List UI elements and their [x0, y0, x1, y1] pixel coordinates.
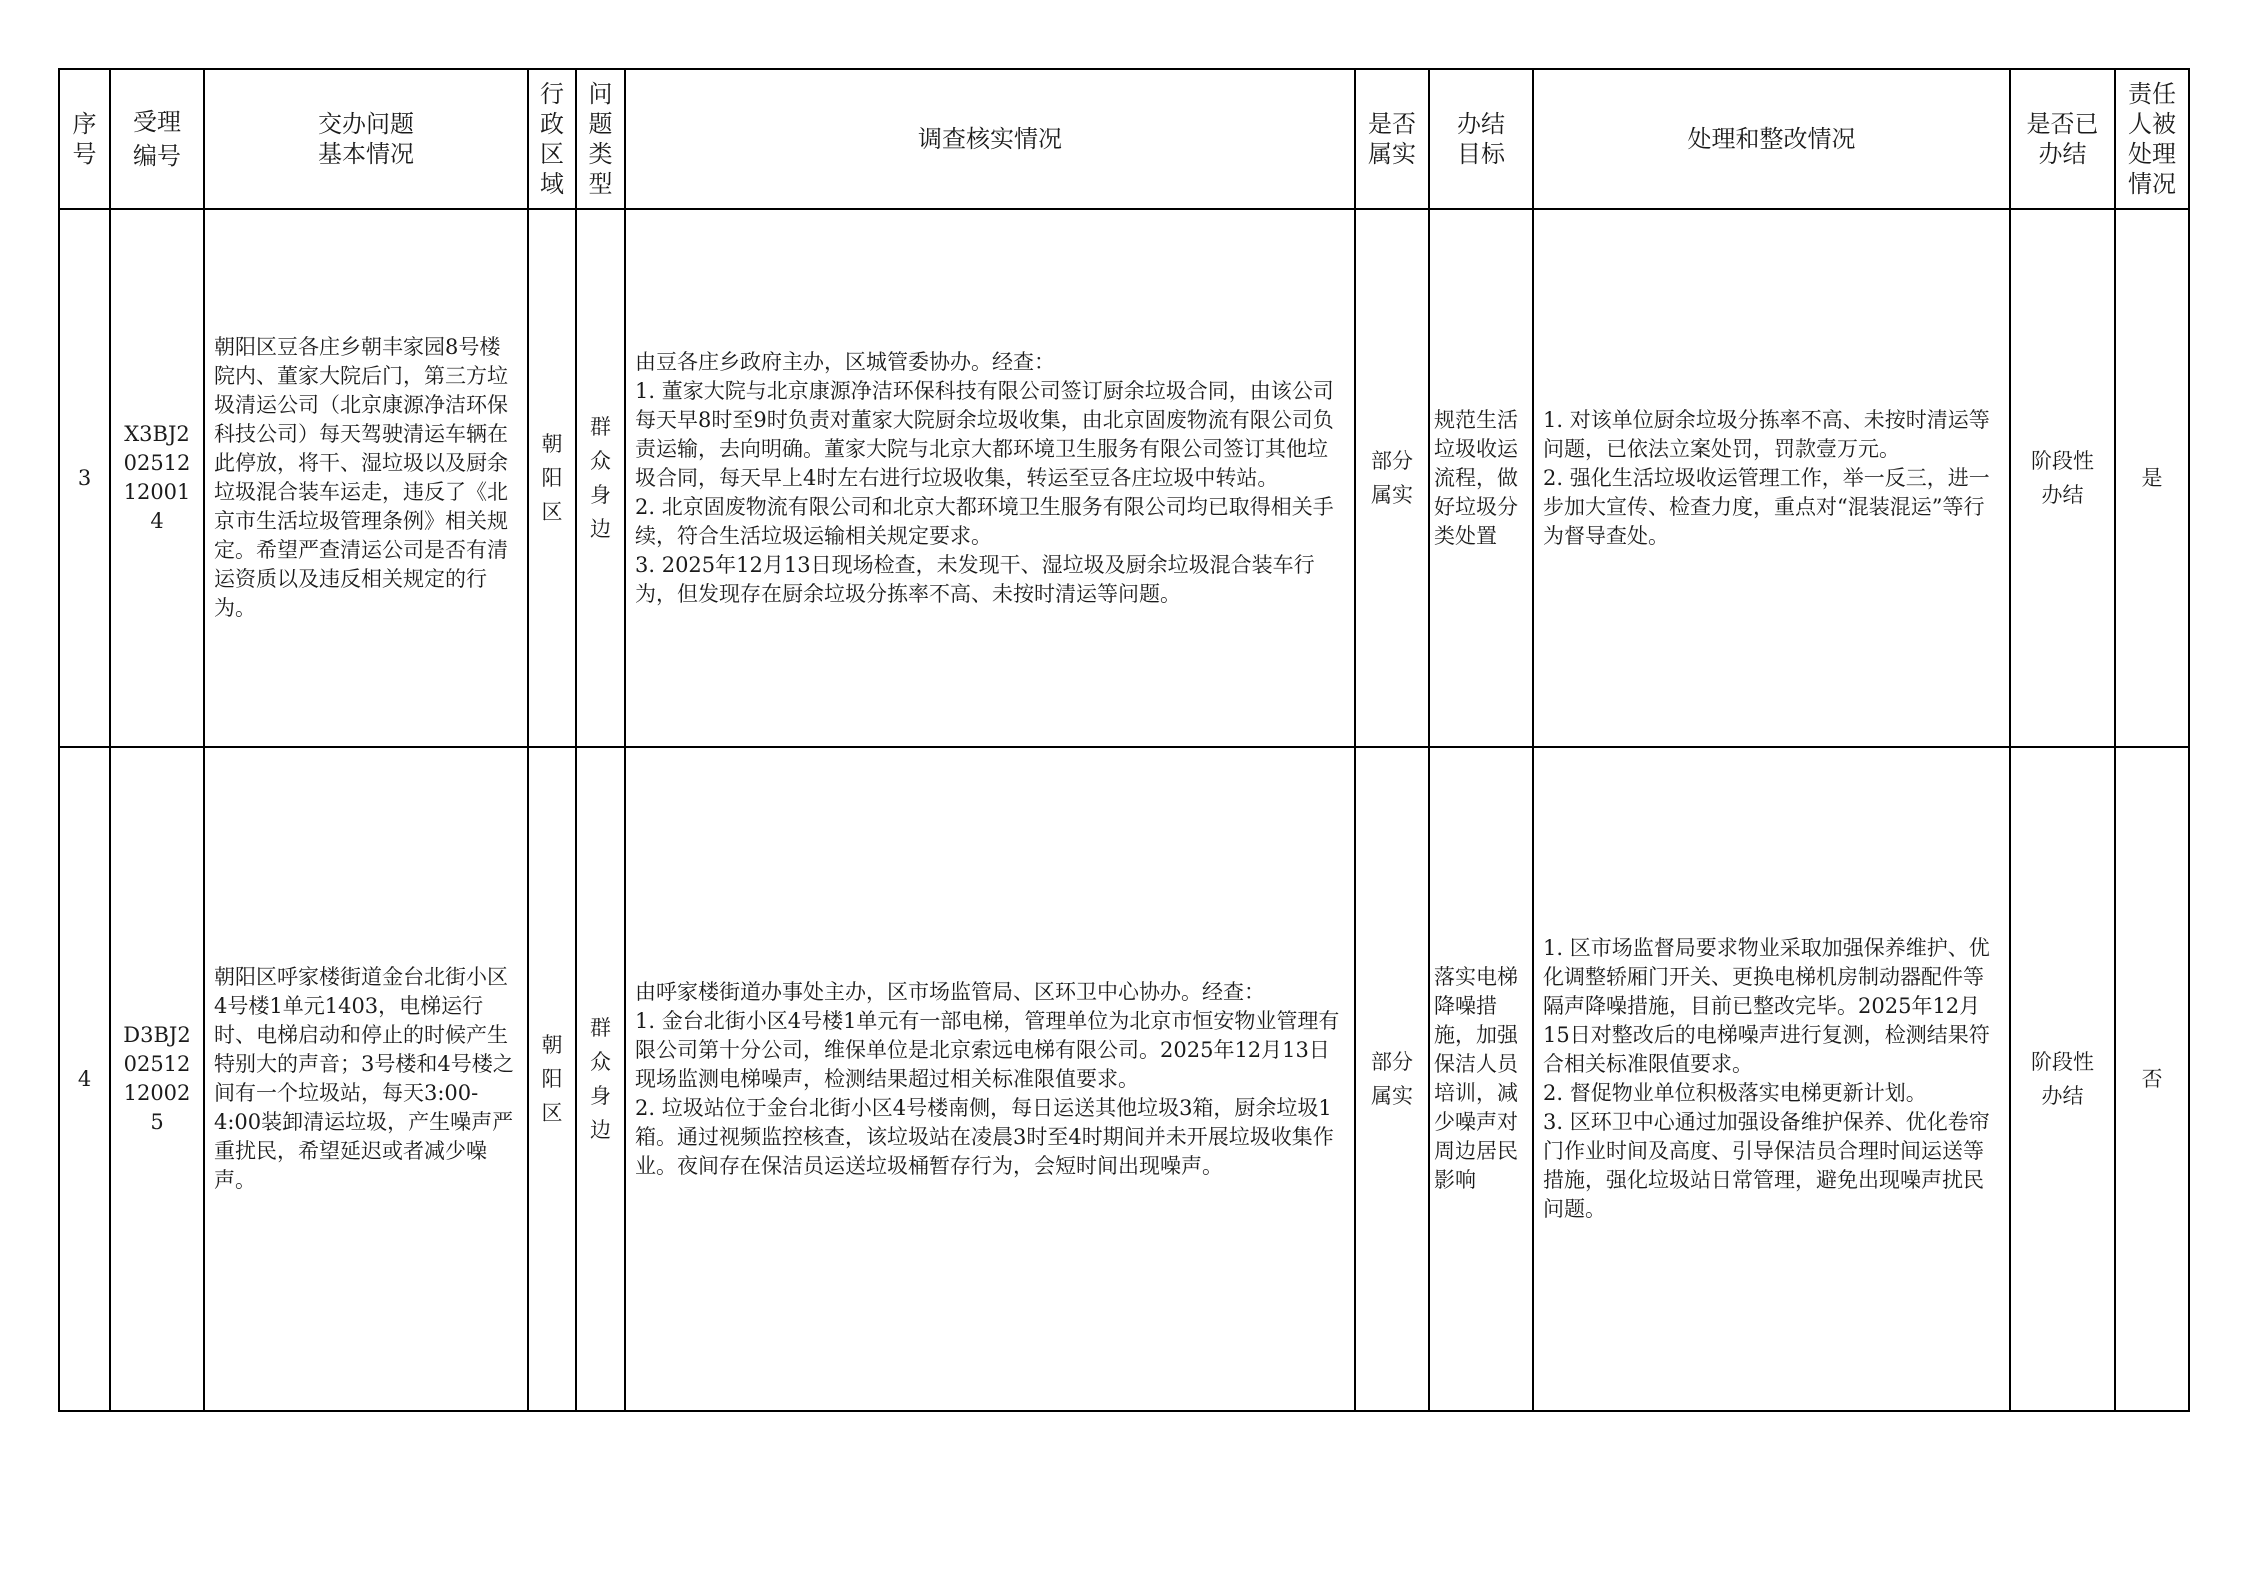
- header-investigation: 调查核实情况: [625, 69, 1355, 209]
- cell-goal: 规范生活垃圾收运流程，做好垃圾分类处置: [1429, 209, 1533, 747]
- cell-handling: 1. 对该单位厨余垃圾分拣率不高、未按时清运等问题，已依法立案处罚，罚款壹万元。 2. 强化生活垃圾收运管理工作，举一反三，进一步加大宣传、检查力度，重点对“混装混运”等行为督导查处。: [1533, 209, 2010, 747]
- cell-problem-type: 群众身边: [576, 747, 625, 1411]
- cell-accept-no: X3BJ202512120014: [110, 209, 204, 747]
- table-row: [59, 209, 2189, 747]
- header-responsible: 责任人被处理情况: [2115, 69, 2189, 209]
- cell-problem-type: 群众身边: [576, 209, 625, 747]
- cell-handling: 1. 区市场监督局要求物业采取加强保养维护、优化调整轿厢门开关、更换电梯机房制动器配件等隔声降噪措施，目前已整改完毕。2025年12月15日对整改后的电梯噪声进行复测，检测结果符合相关标准限值要求。 2. 督促物业单位积极落实电梯更新计划。 3. 区环卫中心通过加强设备维护保养、优化卷帘门作业时间及高度、引导保洁员合理时间运送等措施，强化垃圾站日常管理，避免出现噪声扰民问题。: [1533, 747, 2010, 1411]
- cell-is-true: 部分属实: [1355, 209, 1429, 747]
- cell-region: 朝阳区: [528, 747, 576, 1411]
- document-page: [58, 68, 2188, 1412]
- cell-seq: 3: [59, 209, 110, 747]
- table-row: [59, 747, 2189, 1411]
- cell-closed: 阶段性办结: [2010, 747, 2115, 1411]
- cell-investigation: 由豆各庄乡政府主办，区城管委协办。经查： 1. 董家大院与北京康源净洁环保科技有限公司签订厨余垃圾合同，由该公司每天早8时至9时负责对董家大院厨余垃圾收集，由北京固废物流有限公司负责运输，去向明确。董家大院与北京大都环境卫生服务有限公司签订其他垃圾合同，每天早上4时左右进行垃圾收集，转运至豆各庄垃圾中转站。 2. 北京固废物流有限公司和北京大都环境卫生服务有限公司均已取得相关手续，符合生活垃圾运输相关规定要求。 3. 2025年12月13日现场检查，未发现干、湿垃圾及厨余垃圾混合装车行为，但发现存在厨余垃圾分拣率不高、未按时清运等问题。: [625, 209, 1355, 747]
- header-closed: 是否已 办结: [2010, 69, 2115, 209]
- header-handling: 处理和整改情况: [1533, 69, 2010, 209]
- cell-closed: 阶段性办结: [2010, 209, 2115, 747]
- header-basic-info: 交办问题 基本情况: [204, 69, 528, 209]
- cell-responsible: 是: [2115, 209, 2189, 747]
- header-region: 行政区域: [528, 69, 576, 209]
- cell-goal: 落实电梯降噪措施，加强保洁人员培训，减少噪声对周边居民影响: [1429, 747, 1533, 1411]
- cell-investigation: 由呼家楼街道办事处主办，区市场监管局、区环卫中心协办。经查： 1. 金台北街小区4号楼1单元有一部电梯，管理单位为北京市恒安物业管理有限公司第十分公司，维保单位是北京索远电梯有限公司。2025年12月13日现场监测电梯噪声，检测结果超过相关标准限值要求。 2. 垃圾站位于金台北街小区4号楼南侧，每日运送其他垃圾3箱，厨余垃圾1箱。通过视频监控核查，该垃圾站在凌晨3时至4时期间并未开展垃圾收集作业。夜间存在保洁员运送垃圾桶暂存行为，会短时间出现噪声。: [625, 747, 1355, 1411]
- cell-responsible: 否: [2115, 747, 2189, 1411]
- cell-is-true: 部分属实: [1355, 747, 1429, 1411]
- header-accept-no: 受理编号: [110, 69, 204, 209]
- header-problem-type: 问题类型: [576, 69, 625, 209]
- header-goal: 办结 目标: [1429, 69, 1533, 209]
- cell-region: 朝阳区: [528, 209, 576, 747]
- cell-accept-no: D3BJ202512120025: [110, 747, 204, 1411]
- supervision-table: [58, 68, 2190, 1412]
- header-row: [59, 69, 2189, 209]
- cell-basic-info: 朝阳区豆各庄乡朝丰家园8号楼院内、董家大院后门，第三方垃圾清运公司（北京康源净洁环保科技公司）每天驾驶清运车辆在此停放，将干、湿垃圾以及厨余垃圾混合装车运走，违反了《北京市生活垃圾管理条例》相关规定。希望严查清运公司是否有清运资质以及违反相关规定的行为。: [204, 209, 528, 747]
- cell-basic-info: 朝阳区呼家楼街道金台北街小区4号楼1单元1403，电梯运行时、电梯启动和停止的时候产生特别大的声音；3号楼和4号楼之间有一个垃圾站，每天3:00-4:00装卸清运垃圾，产生噪声严重扰民，希望延迟或者减少噪声。: [204, 747, 528, 1411]
- header-is-true: 是否 属实: [1355, 69, 1429, 209]
- header-seq: 序号: [59, 69, 110, 209]
- cell-seq: 4: [59, 747, 110, 1411]
